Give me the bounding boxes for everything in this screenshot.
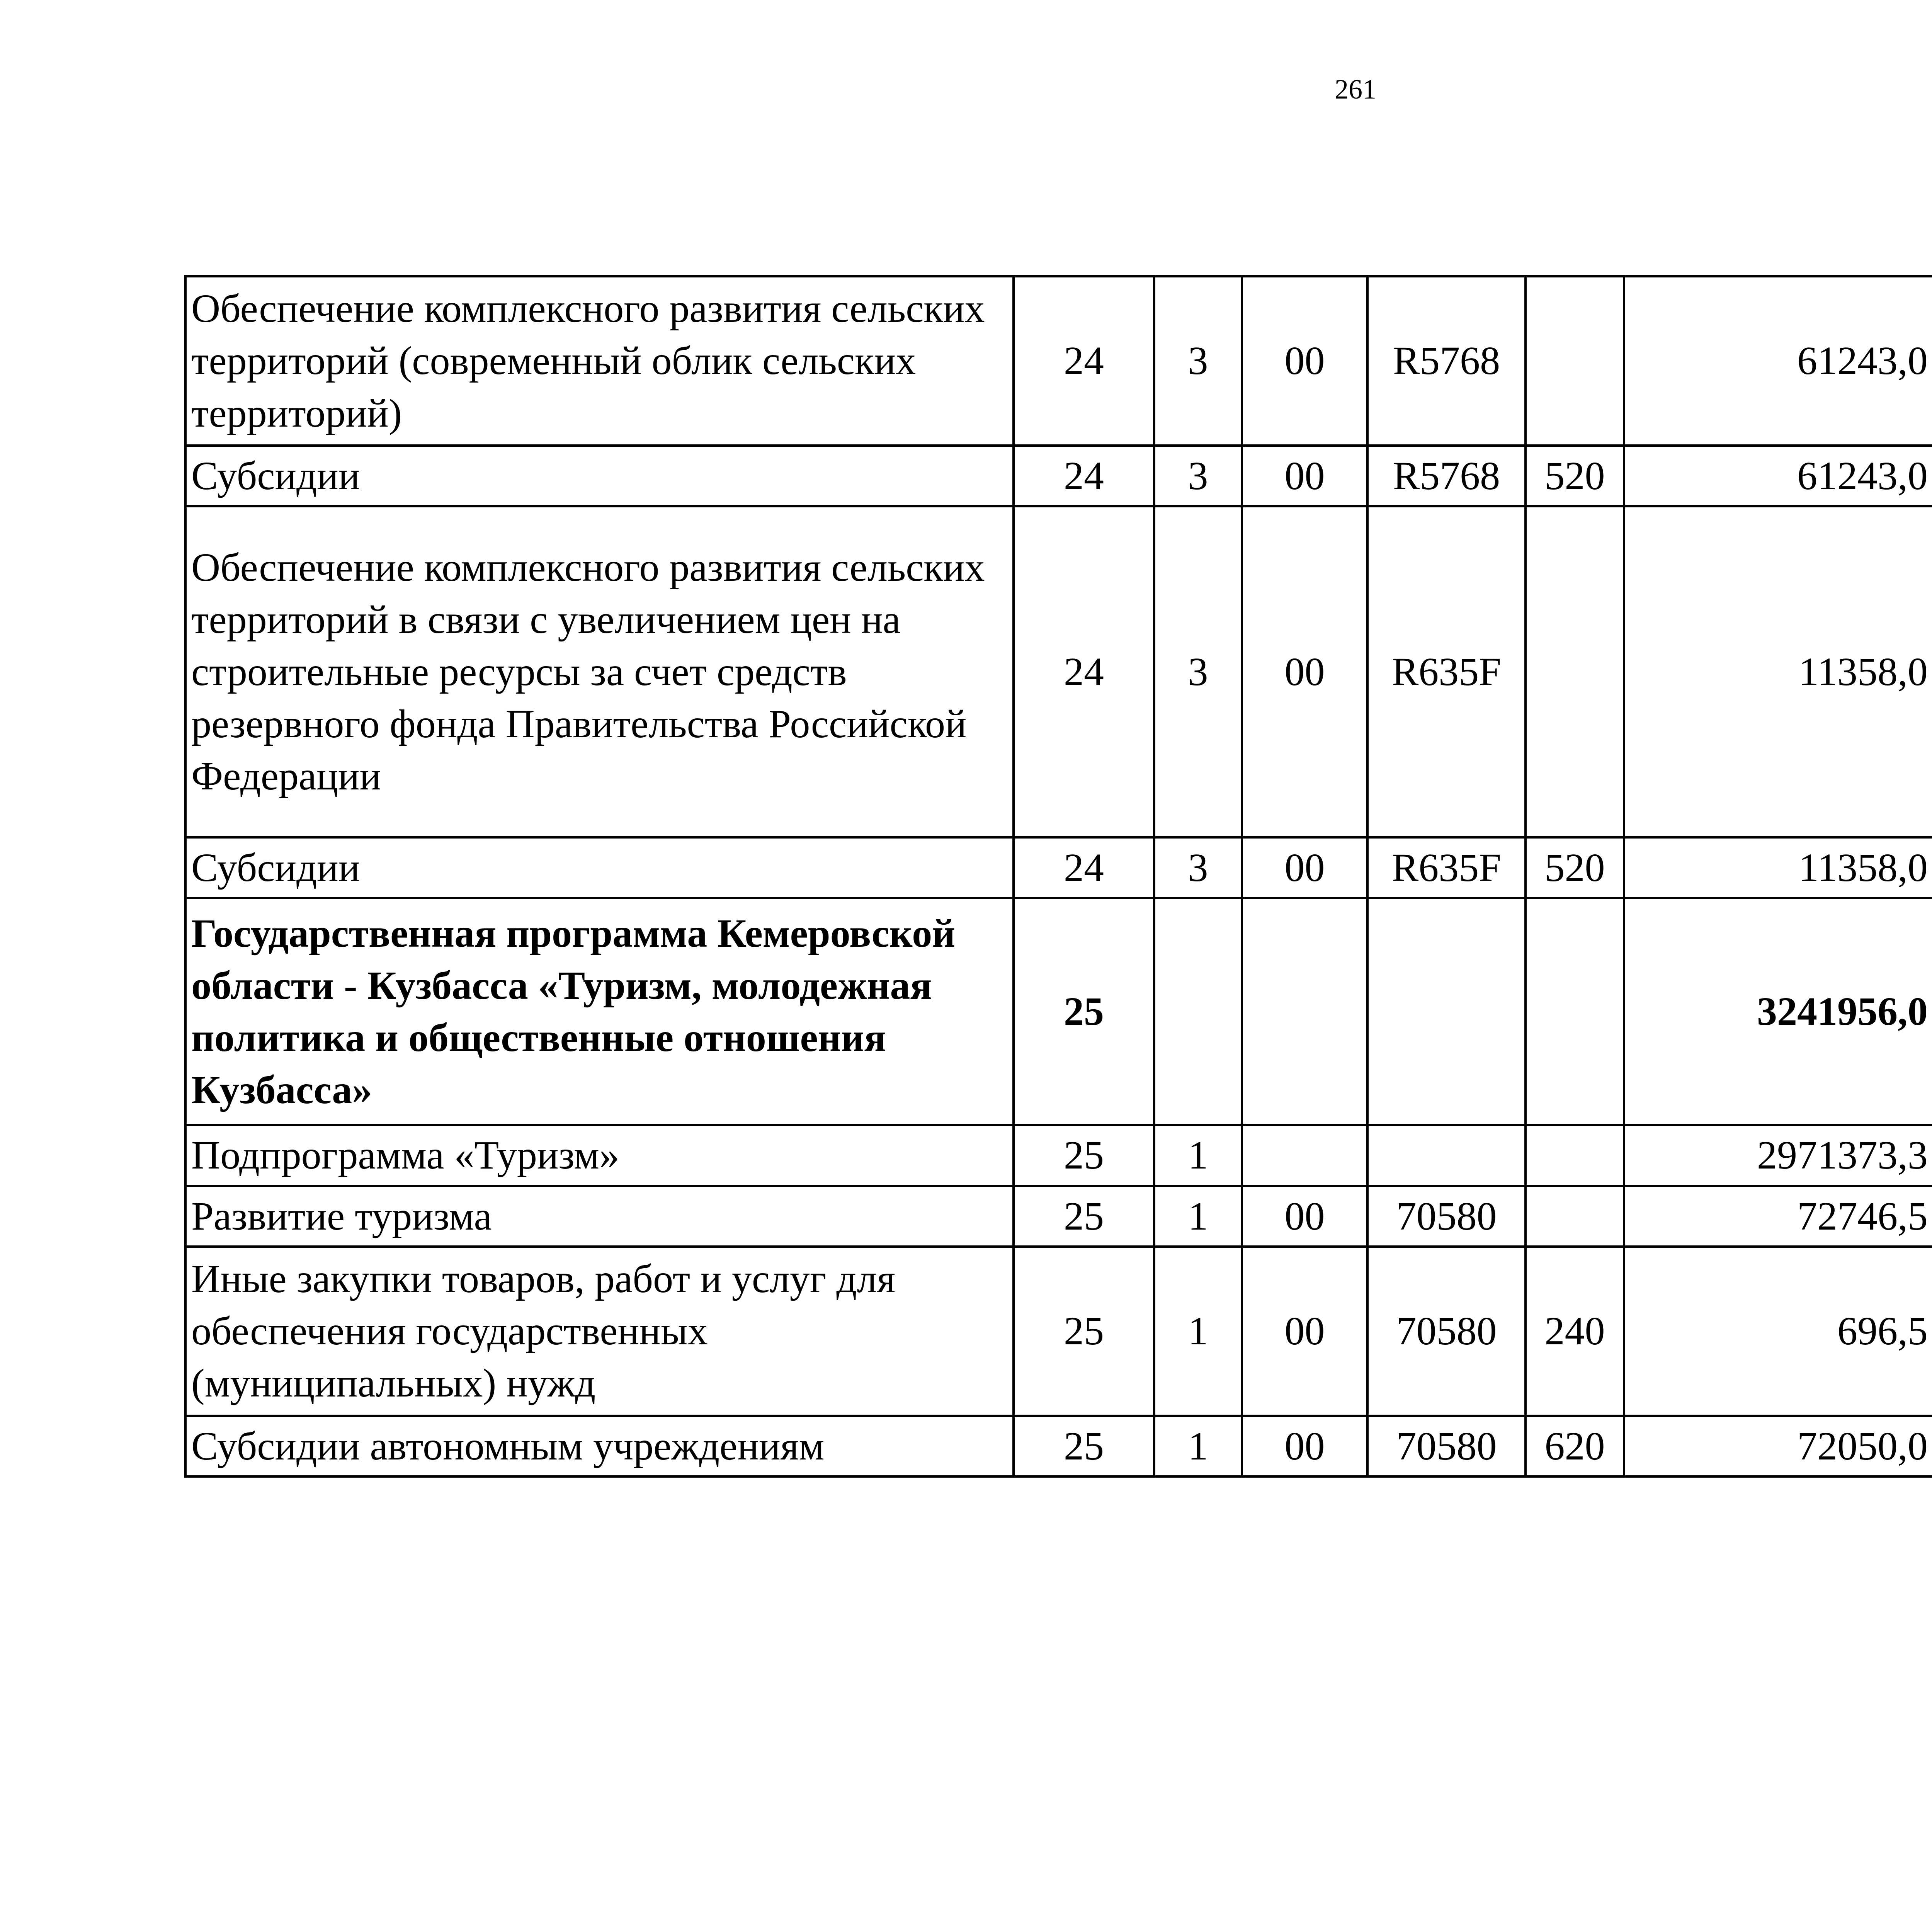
ns-code: R5768: [1367, 276, 1526, 446]
amount-year-1: 696,5: [1624, 1247, 1932, 1416]
gp-code: 25: [1014, 898, 1154, 1125]
row-name: Государственная программа Кемеровской области - Кузбасса «Туризм, молодежная политика и общественные отношения Кузбасса»: [185, 898, 1014, 1125]
vr-code: 520: [1526, 446, 1624, 506]
row-name: Обеспечение комплексного развития сельских территорий в связи с увеличением цен на строительные ресурсы за счет средств резервного фонда Правительства Российской Федерации: [185, 506, 1014, 837]
vr-code: [1526, 1125, 1624, 1186]
table-row: [185, 898, 1932, 1125]
table-row: [185, 1125, 1932, 1186]
amount-year-1: 72050,0: [1624, 1416, 1932, 1476]
row-name: Развитие туризма: [185, 1186, 1014, 1247]
pp-code: 1: [1154, 1186, 1242, 1247]
row-name: Субсидии автономным учреждениям: [185, 1416, 1014, 1476]
row-name: Обеспечение комплексного развития сельских территорий (современный облик сельских территорий): [185, 276, 1014, 446]
me-code: 00: [1242, 1416, 1367, 1476]
amount-year-1: 61243,0: [1624, 446, 1932, 506]
vr-code: [1526, 1186, 1624, 1247]
vr-code: 620: [1526, 1416, 1624, 1476]
pp-code: 3: [1154, 506, 1242, 837]
table-row: [185, 837, 1932, 898]
row-name: Субсидии: [185, 837, 1014, 898]
pp-code: 1: [1154, 1125, 1242, 1186]
vr-code: [1526, 506, 1624, 837]
table-row: [185, 506, 1932, 837]
row-name: Иные закупки товаров, работ и услуг для обеспечения государственных (муниципальных) нужд: [185, 1247, 1014, 1416]
me-code: 00: [1242, 837, 1367, 898]
ns-code: R5768: [1367, 446, 1526, 506]
gp-code: 24: [1014, 506, 1154, 837]
page-number: 261: [1335, 74, 1376, 105]
pp-code: 3: [1154, 276, 1242, 446]
pp-code: 1: [1154, 1416, 1242, 1476]
gp-code: 24: [1014, 276, 1154, 446]
pp-code: 1: [1154, 1247, 1242, 1416]
ns-code: 70580: [1367, 1247, 1526, 1416]
ns-code: [1367, 898, 1526, 1125]
amount-year-1: 11358,0: [1624, 506, 1932, 837]
table-row: [185, 446, 1932, 506]
gp-code: 24: [1014, 837, 1154, 898]
ns-code: R635F: [1367, 837, 1526, 898]
budget-table: [184, 275, 1932, 1478]
amount-year-1: 72746,5: [1624, 1186, 1932, 1247]
me-code: [1242, 898, 1367, 1125]
amount-year-1: 11358,0: [1624, 837, 1932, 898]
ns-code: 70580: [1367, 1186, 1526, 1247]
pp-code: 3: [1154, 837, 1242, 898]
table-row: [185, 1186, 1932, 1247]
table-row: [185, 276, 1932, 446]
me-code: 00: [1242, 1247, 1367, 1416]
vr-code: [1526, 276, 1624, 446]
pp-code: [1154, 898, 1242, 1125]
ns-code: 70580: [1367, 1416, 1526, 1476]
table-row: [185, 1247, 1932, 1416]
ns-code: [1367, 1125, 1526, 1186]
gp-code: 24: [1014, 446, 1154, 506]
gp-code: 25: [1014, 1416, 1154, 1476]
gp-code: 25: [1014, 1186, 1154, 1247]
me-code: 00: [1242, 1186, 1367, 1247]
amount-year-1: 61243,0: [1624, 276, 1932, 446]
me-code: [1242, 1125, 1367, 1186]
pp-code: 3: [1154, 446, 1242, 506]
me-code: 00: [1242, 446, 1367, 506]
me-code: 00: [1242, 506, 1367, 837]
row-name: Подпрограмма «Туризм»: [185, 1125, 1014, 1186]
table-row: [185, 1416, 1932, 1476]
gp-code: 25: [1014, 1247, 1154, 1416]
amount-year-1: 3241956,0: [1624, 898, 1932, 1125]
me-code: 00: [1242, 276, 1367, 446]
row-name: Субсидии: [185, 446, 1014, 506]
amount-year-1: 2971373,3: [1624, 1125, 1932, 1186]
gp-code: 25: [1014, 1125, 1154, 1186]
vr-code: 520: [1526, 837, 1624, 898]
ns-code: R635F: [1367, 506, 1526, 837]
vr-code: 240: [1526, 1247, 1624, 1416]
vr-code: [1526, 898, 1624, 1125]
